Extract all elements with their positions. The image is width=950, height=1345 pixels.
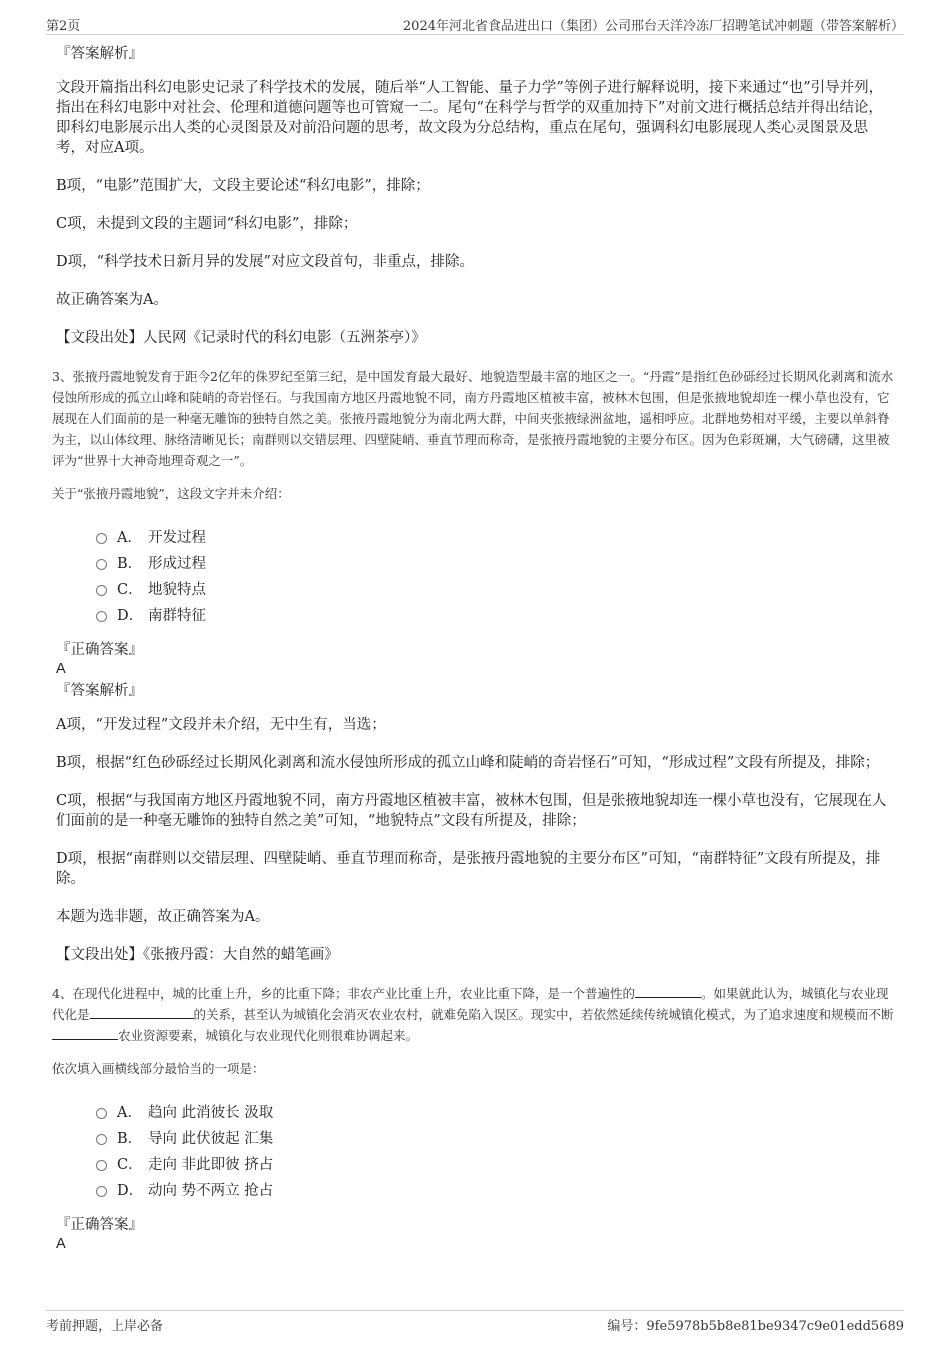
q2-source: 【文段出处】人民网《记录时代的科幻电影（五洲茶亭）》: [56, 330, 426, 346]
option-text: 地貌特点: [148, 581, 206, 598]
q3-option-b[interactable]: [96, 549, 896, 575]
option-text: 走向 非此即彼 挤占: [148, 1156, 274, 1173]
radio-button-icon[interactable]: [96, 559, 107, 570]
q3-answer-label: 『正确答案』: [56, 642, 143, 658]
page-footer: [46, 1310, 904, 1335]
q3-source: 【文段出处】《张掖丹霞：大自然的蜡笔画》: [56, 947, 339, 963]
page-header: [46, 14, 904, 35]
q4-answer-label: 『正确答案』: [56, 1217, 143, 1233]
q4-option-a[interactable]: [96, 1098, 896, 1124]
radio-button-icon[interactable]: [96, 585, 107, 596]
q4-option-b[interactable]: [96, 1124, 896, 1150]
radio-button-icon[interactable]: [96, 533, 107, 544]
q4-stem-part-4: 农业资源要素，城镇化与农业现代化则很难协调起来。: [118, 1028, 419, 1043]
footer-slogan: 考前押题，上岸必备: [46, 1319, 164, 1334]
q4-stem-part-3: 的关系，甚至认为城镇化会消灭农业农村，就难免陷入误区。现实中，若依然延续传统城镇化模式，为了追求速度和规模而不断: [193, 1007, 894, 1022]
option-letter: D．: [117, 607, 144, 624]
q3-answer-value: A: [56, 661, 66, 677]
radio-button-icon[interactable]: [96, 1108, 107, 1119]
radio-button-icon[interactable]: [96, 611, 107, 622]
radio-button-icon[interactable]: [96, 1186, 107, 1197]
option-letter: C．: [117, 1156, 143, 1173]
option-text: 导向 此伏彼起 汇集: [148, 1130, 274, 1147]
option-letter: B．: [117, 555, 143, 572]
q2-analysis-label: 『答案解析』: [56, 46, 143, 62]
option-letter: C．: [117, 581, 143, 598]
q4-option-d[interactable]: [96, 1176, 896, 1202]
fill-blank-3: [52, 1026, 118, 1040]
document-title: 2024年河北省食品进出口（集团）公司邢台天洋冷冻厂招聘笔试冲刺题（带答案解析）: [402, 19, 904, 34]
q3-option-d[interactable]: [96, 601, 896, 627]
q3-options: [96, 523, 896, 627]
option-text: 南群特征: [148, 607, 206, 624]
option-letter: B．: [117, 1130, 143, 1147]
q2-analysis-b: B项，“电影”范围扩大，文段主要论述“科幻电影”，排除；: [56, 178, 430, 194]
radio-button-icon[interactable]: [96, 1134, 107, 1145]
q3-prompt: 关于“张掖丹霞地貌”，这段文字并未介绍：: [52, 486, 290, 501]
q3-analysis-d: D项，根据“南群则以交错层理、四壁陡峭、垂直节理而称奇，是张掖丹霞地貌的主要分布区”可知，“南群特征”文段有所提及，排除。: [56, 851, 881, 887]
q3-option-c[interactable]: [96, 575, 896, 601]
option-letter: A．: [117, 1104, 142, 1121]
page-number: 第2页: [46, 19, 81, 34]
option-text: 动向 势不两立 抢占: [148, 1182, 274, 1199]
option-text: 开发过程: [148, 529, 206, 546]
q4-option-c[interactable]: [96, 1150, 896, 1176]
q3-option-a[interactable]: [96, 523, 896, 549]
q3-analysis-b: B项，根据“红色砂砾经过长期风化剥离和流水侵蚀所形成的孤立山峰和陡峭的奇岩怪石”可知，“形成过程”文段有所提及，排除；: [56, 755, 880, 771]
radio-button-icon[interactable]: [96, 1160, 107, 1171]
option-letter: D．: [117, 1182, 144, 1199]
q2-analysis-d: D项，“科学技术日新月异的发展”对应文段首句，非重点，排除。: [56, 254, 474, 270]
q3-conclusion: 本题为选非题，故正确答案为A。: [56, 909, 270, 925]
q2-analysis-paragraph: 文段开篇指出科幻电影史记录了科学技术的发展，随后举“人工智能、量子力学”等例子进行解释说明，接下来通过“也”引导并列，指出在科幻电影中对社会、伦理和道德问题等也可管窥一二。尾句“在科学与哲学的双重加持下”对前文进行概括总结并得出结论，即科幻电影展示出人类的心灵图景及对前沿问题的思考，故文段为分总结构，重点在尾句，强调科幻电影展现人类心灵图景及思考，对应A项。: [56, 80, 884, 156]
q2-analysis-c: C项，未提到文段的主题词“科幻电影”，排除；: [56, 216, 358, 232]
page-content: [52, 44, 896, 1256]
option-letter: A．: [117, 529, 142, 546]
fill-blank-1: [635, 984, 701, 998]
option-text: 趋向 此消彼长 汲取: [148, 1104, 274, 1121]
q3-analysis-c: C项，根据“与我国南方地区丹霞地貌不同，南方丹霞地区植被丰富，被林木包围，但是张掖地貌却连一棵小草也没有，它展现在人们面前的是一种毫无雕饰的独特自然之美”可知，“地貌特点”文段有所提及，排除；: [56, 793, 887, 829]
question-4: [52, 983, 896, 1078]
q4-prompt: 依次填入画横线部分最恰当的一项是：: [52, 1061, 265, 1076]
option-text: 形成过程: [148, 555, 206, 572]
q4-stem-part-1: 4、在现代化进程中，城的比重上升，乡的比重下降；非农产业比重上升，农业比重下降，是一个普遍性的: [52, 986, 635, 1001]
fill-blank-2: [90, 1005, 194, 1019]
footer-serial: 编号：9fe5978b5b8e81be9347c9e01edd5689: [607, 1319, 904, 1334]
q3-analysis-label: 『答案解析』: [56, 683, 143, 699]
q4-stem: [52, 983, 896, 1046]
q3-analysis-a: A项，“开发过程”文段并未介绍，无中生有，当选；: [56, 717, 386, 733]
question-3: [52, 366, 896, 503]
q4-stem-part-2: 。如果就此认为，城镇化与农业现代化是: [52, 986, 889, 1022]
q4-options: [96, 1098, 896, 1202]
q2-conclusion: 故正确答案为A。: [56, 292, 168, 308]
q3-stem: 3、张掖丹霞地貌发育于距今2亿年的侏罗纪至第三纪，是中国发育最大最好、地貌造型最丰富的地区之一。“丹霞”是指红色砂砾经过长期风化剥离和流水侵蚀所形成的孤立山峰和陡峭的奇岩怪石。与我国南方地区丹霞地貌不同，南方丹霞地区植被丰富，被林木包围，但是张掖地貌却连一棵小草也没有，它展现在人们面前的是一种毫无雕饰的独特自然之美。张掖丹霞地貌分为南北两大群，中间夹张掖绿洲盆地，遥相呼应。北群地势相对平缓，主要以单斜脊为主，以山体纹理、脉络清晰见长；南群则以交错层理、四壁陡峭、垂直节理而称奇，是张掖丹霞地貌的主要分布区。因为色彩斑斓，大气磅礴，这里被评为“世界十大神奇地理奇观之一”。: [52, 369, 894, 468]
q4-answer-value: A: [56, 1236, 66, 1252]
